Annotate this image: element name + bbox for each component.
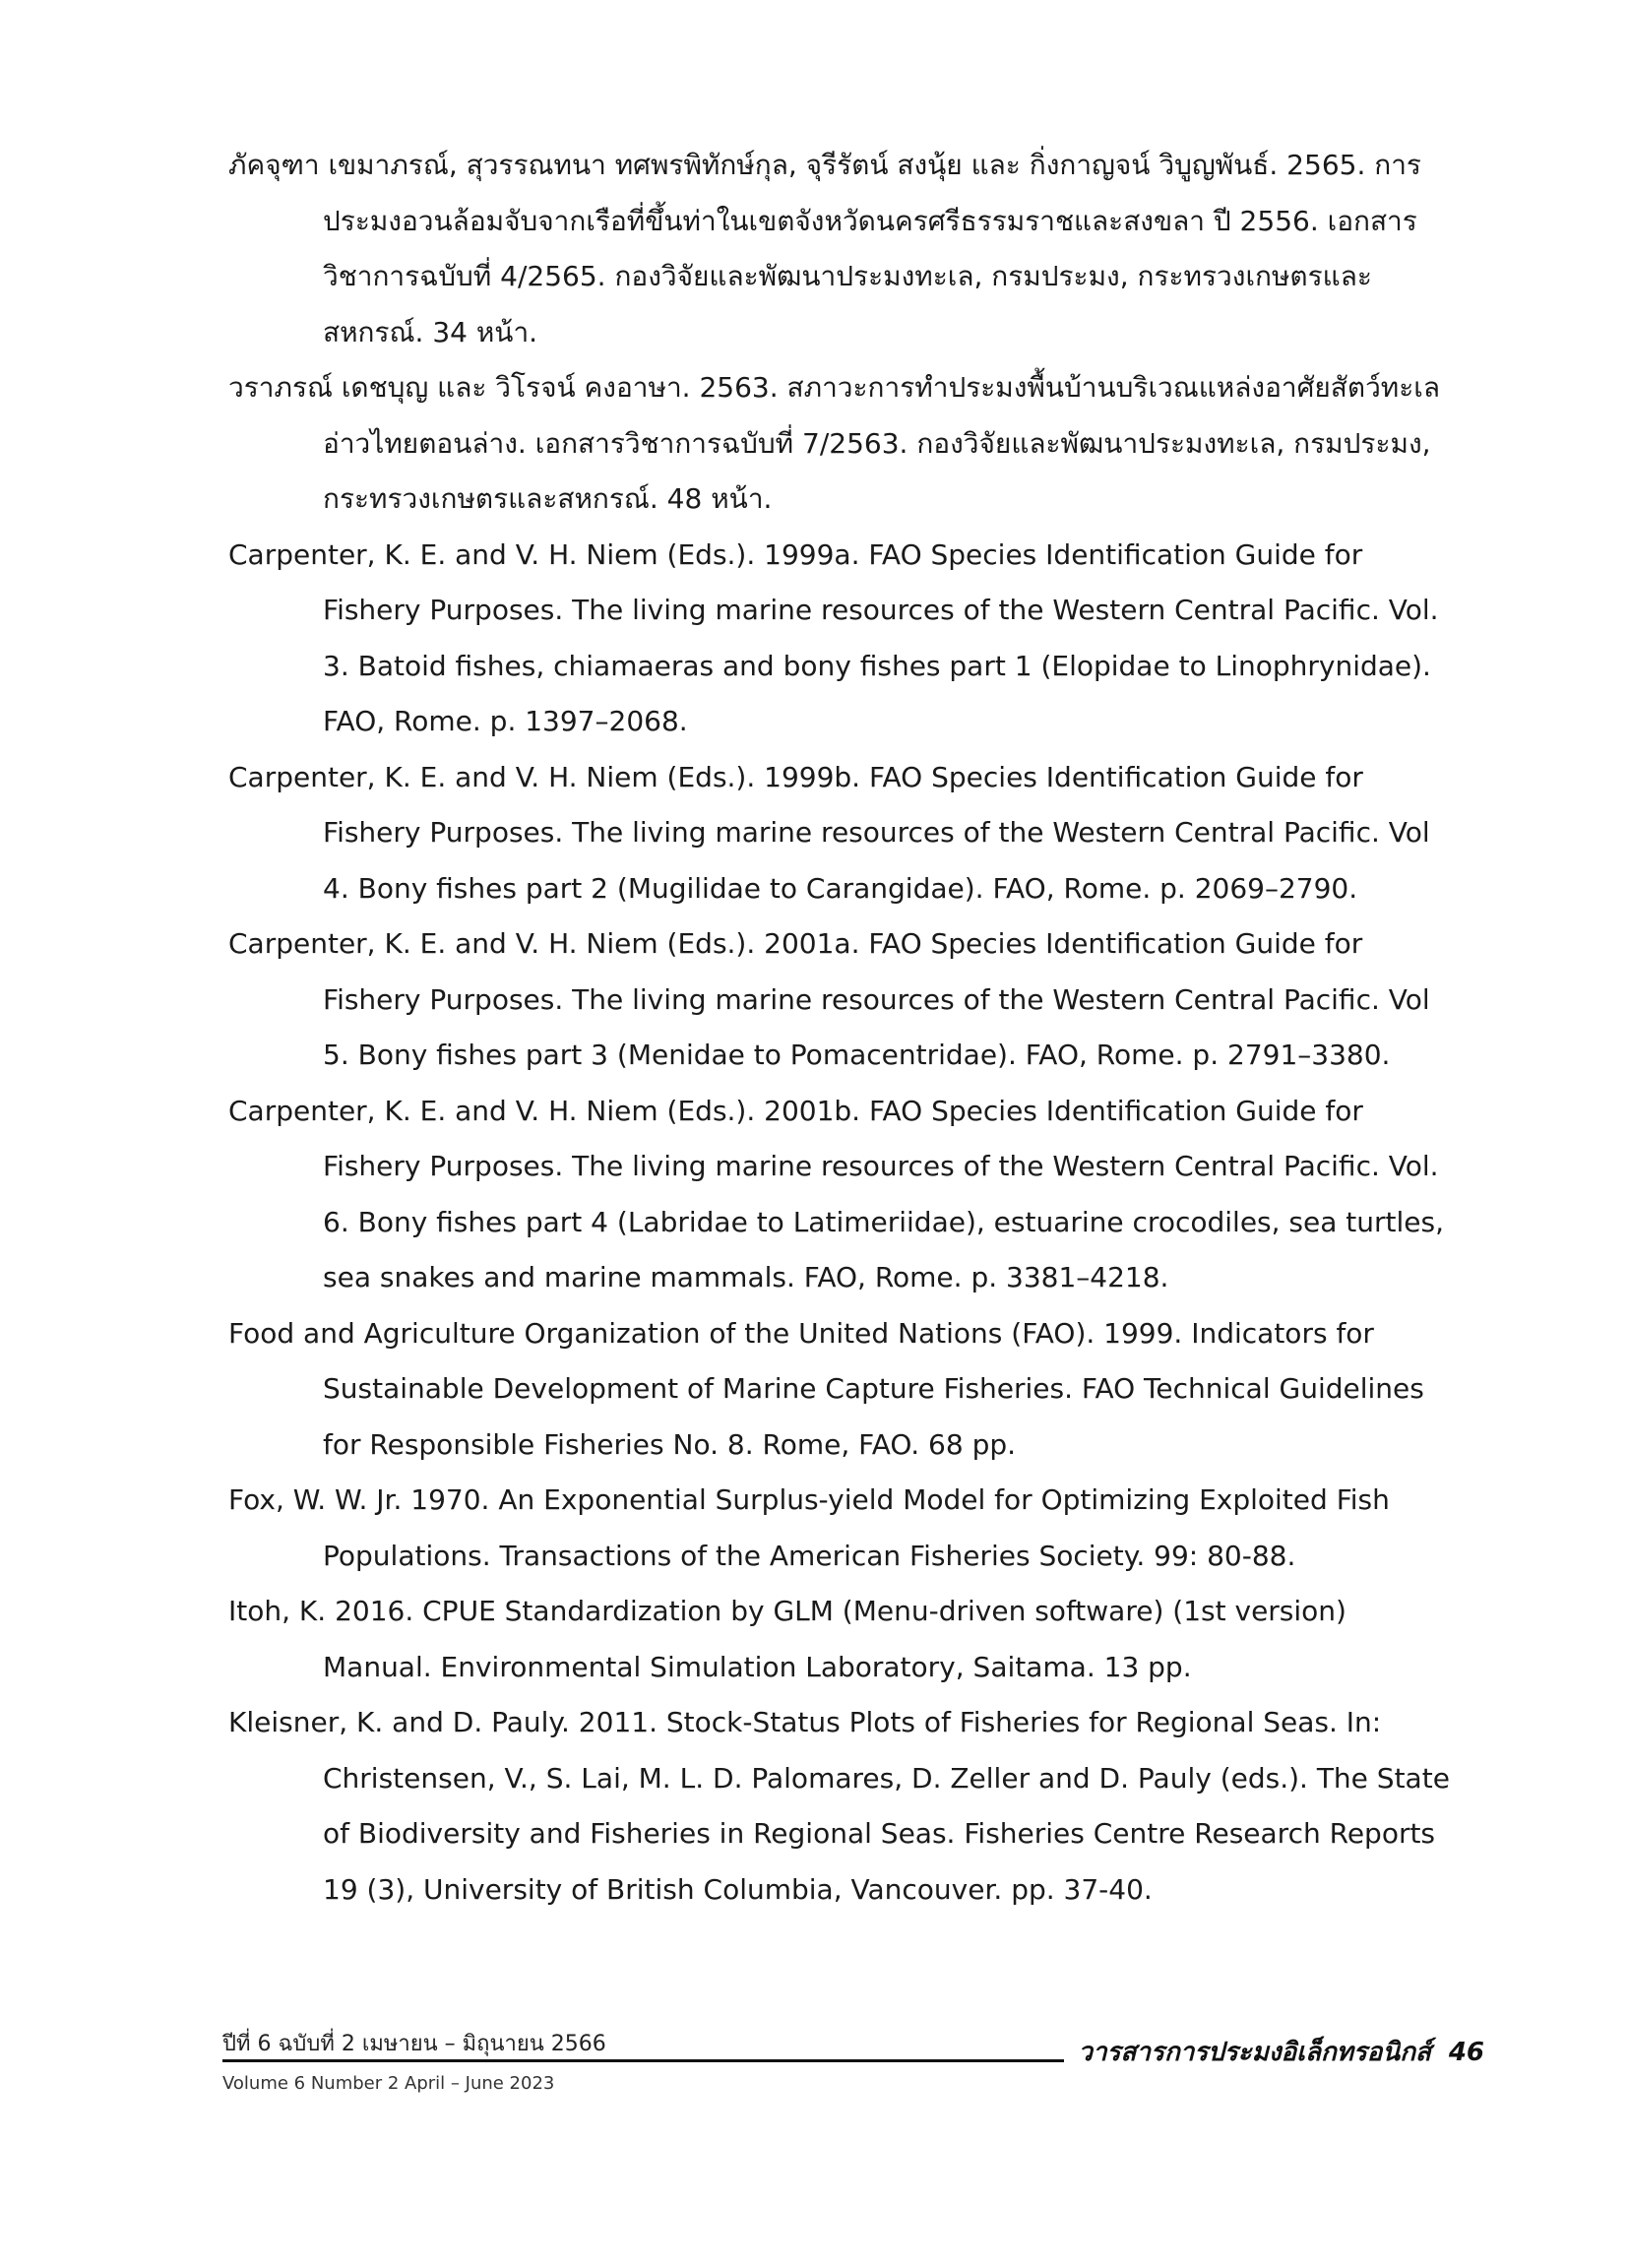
page-footer <box>222 2026 1484 2105</box>
reference-entry: Itoh, K. 2016. CPUE Standardization by GLM (Menu-driven software) (1st version) Manual. Environmental Simulation Laboratory, Saitama. 13 pp. <box>228 1595 1346 1683</box>
reference-entry: Fox, W. W. Jr. 1970. An Exponential Surplus-yield Model for Optimizing Exploited Fish Populations. Transactions of the American Fisheries Society. 99: 80-88. <box>228 1483 1390 1572</box>
reference-entry: Carpenter, K. E. and V. H. Niem (Eds.). 1999a. FAO Species Identification Guide for Fishery Purposes. The living marine resources of the Western Central Pacific. Vol. 3. Batoid fishes, chiamaeras and bony fishes part 1 (Elopidae to Linophrynidae). FAO, Rome. p. 1397–2068. <box>228 537 1439 737</box>
reference-list <box>228 138 1459 1918</box>
footer-volume-thai: ปีที่ 6 ฉบับที่ 2 เมษายน – มิถุนายน 2566 <box>222 2032 606 2056</box>
journal-name: วารสารการประมงอิเล็กทรอนิกส์ <box>1078 2038 1431 2067</box>
footer-journal <box>1064 2032 1484 2072</box>
reference-entry: Food and Agriculture Organization of the United Nations (FAO). 1999. Indicators for Sustainable Development of Marine Capture Fisheries. FAO Technical Guidelines for Responsible Fisheries No. 8. Rome, FAO. 68 pp. <box>228 1316 1424 1461</box>
footer-volume-english: Volume 6 Number 2 April – June 2023 <box>222 2073 555 2094</box>
reference-entry: Carpenter, K. E. and V. H. Niem (Eds.). 1999b. FAO Species Identification Guide for Fishery Purposes. The living marine resources of the Western Central Pacific. Vol 4. Bony fishes part 2 (Mugilidae to Carangidae). FAO, Rome. p. 2069–2790. <box>228 760 1430 905</box>
reference-entry: Carpenter, K. E. and V. H. Niem (Eds.). 2001a. FAO Species Identification Guide for Fishery Purposes. The living marine resources of the Western Central Pacific. Vol 5. Bony fishes part 3 (Menidae to Pomacentridae). FAO, Rome. p. 2791–3380. <box>228 927 1430 1071</box>
page-number: 46 <box>1448 2038 1484 2067</box>
reference-entry: ภัคจุฑา เขมาภรณ์, สุวรรณทนา ทศพรพิทักษ์กุล, จุรีรัตน์ สงนุ้ย และ กิ่งกาญจน์ วิบูญพันธ์. 2565. การประมงอวนล้อมจับจากเรือที่ขึ้นท่าในเขตจังหวัดนครศรีธรรมราชและสงขลา ปี 2556. เอกสารวิชาการฉบับที่ 4/2565. กองวิจัยและพัฒนาประมงทะเล, กรมประมง, กระทรวงเกษตรและสหกรณ์. 34 หน้า. <box>228 149 1421 348</box>
reference-entry: วราภรณ์ เดชบุญ และ วิโรจน์ คงอาษา. 2563. สภาวะการทำประมงพื้นบ้านบริเวณแหล่งอาศัยสัตว์ทะเลอ่าวไทยตอนล่าง. เอกสารวิชาการฉบับที่ 7/2563. กองวิจัยและพัฒนาประมงทะเล, กรมประมง, กระทรวงเกษตรและสหกรณ์. 48 หน้า. <box>228 371 1441 515</box>
reference-entry: Kleisner, K. and D. Pauly. 2011. Stock-Status Plots of Fisheries for Regional Seas. In: Christensen, V., S. Lai, M. L. D. Palomares, D. Zeller and D. Pauly (eds.). The State of Biodiversity and Fisheries in Regional Seas. Fisheries Centre Research Reports 19 (3), University of British Columbia, Vancouver. pp. 37-40. <box>228 1706 1450 1906</box>
reference-entry: Carpenter, K. E. and V. H. Niem (Eds.). 2001b. FAO Species Identification Guide for Fishery Purposes. The living marine resources of the Western Central Pacific. Vol. 6. Bony fishes part 4 (Labridae to Latimeriidae), estuarine crocodiles, sea turtles, sea snakes and marine mammals. FAO, Rome. p. 3381–4218. <box>228 1094 1445 1293</box>
